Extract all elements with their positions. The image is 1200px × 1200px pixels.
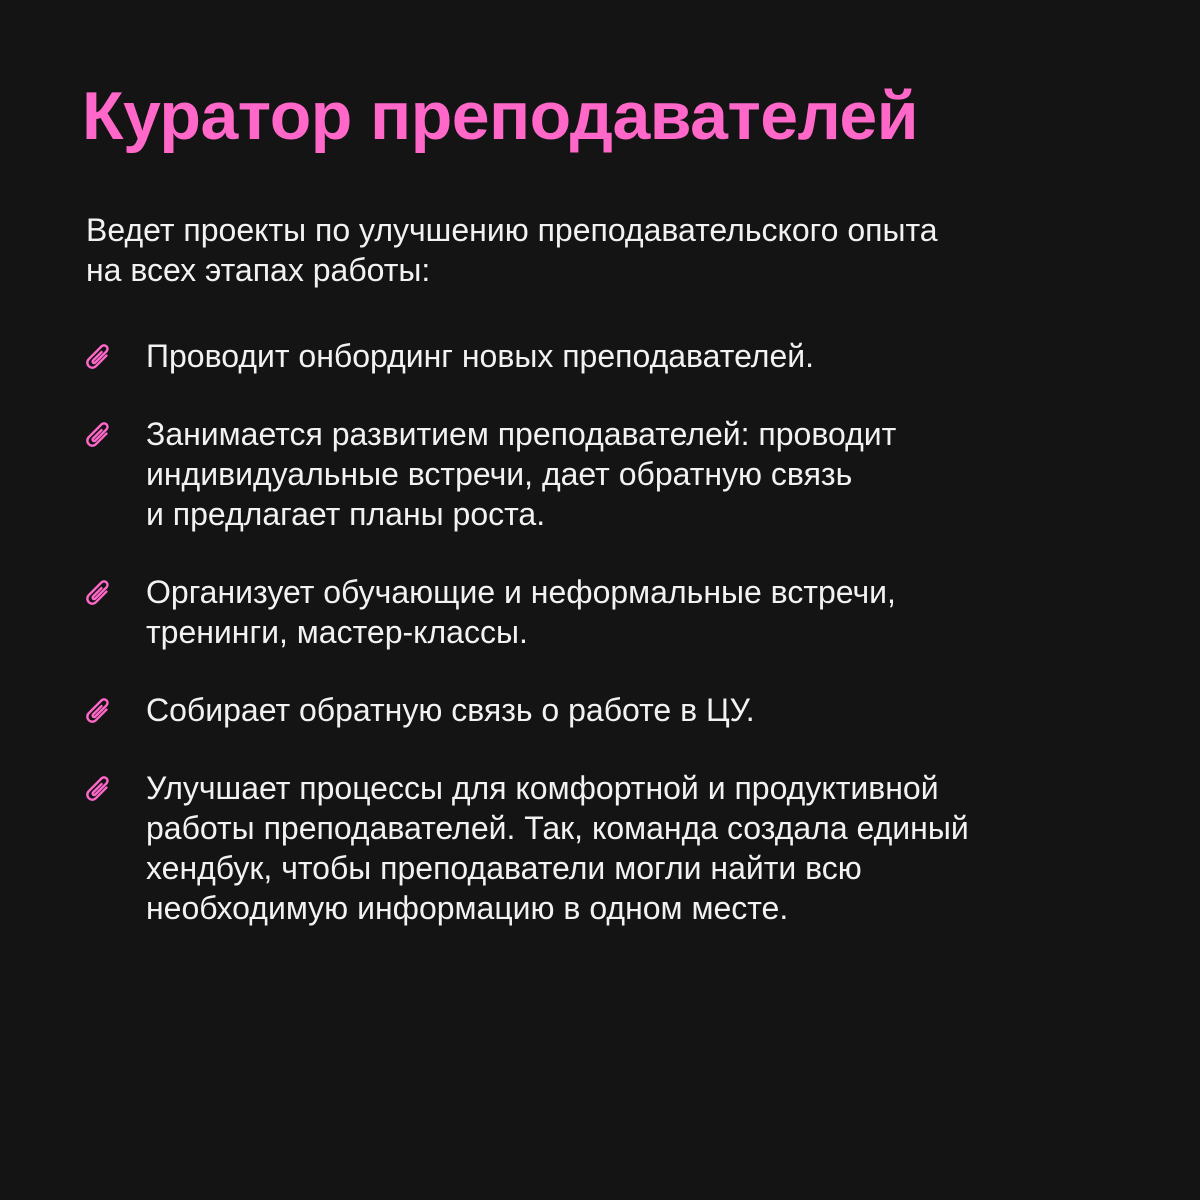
list-item-text: Организует обучающие и неформальные встречи, тренинги, мастер-классы. [146,574,896,650]
list-item-text: Собирает обратную связь о работе в ЦУ. [146,692,755,728]
list-item [78,768,1138,928]
paperclip-icon [78,573,118,613]
paperclip-icon [78,337,118,377]
list-item-text: Улучшает процессы для комфортной и продуктивной работы преподавателей. Так, команда создала единый хендбук, чтобы преподаватели могли найти всю необходимую информацию в одном месте. [146,770,969,926]
responsibilities-list [78,336,1138,966]
list-item [78,414,1138,534]
paperclip-icon [78,769,118,809]
list-item [78,336,1138,376]
list-item [78,690,1138,730]
intro-text: Ведет проекты по улучшению преподавательского опыта на всех этапах работы: [86,212,938,288]
list-item-text: Занимается развитием преподавателей: проводит индивидуальные встречи, дает обратную связь и предлагает планы роста. [146,416,897,532]
page-title: Куратор преподавателей [82,78,919,154]
list-item-text: Проводит онбординг новых преподавателей. [146,338,815,374]
list-item [78,572,1138,652]
paperclip-icon [78,415,118,455]
paperclip-icon [78,691,118,731]
